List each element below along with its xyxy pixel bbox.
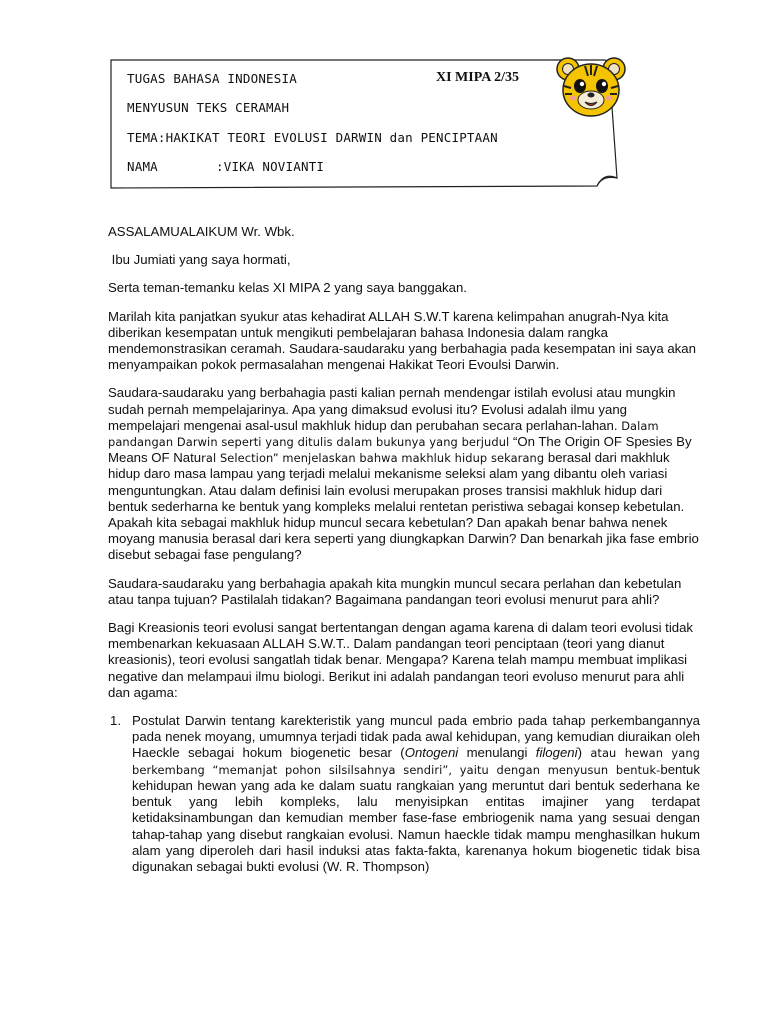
viewpoints-list [108, 713, 700, 875]
speech-body [108, 224, 700, 875]
greeting: ASSALAMUALAIKUM Wr. Wbk. [108, 224, 295, 239]
tiger-cub-icon [555, 54, 627, 120]
book-title: “On The Origin OF Spesies By Means OF Natu [108, 434, 692, 466]
list-item-text: menulangi [458, 745, 536, 761]
list-item-text-narrow: atau hewan yang berkembang “memanjat pohon silsilsahnya sendiri”, yaitu dengan menyusun bentuk- [132, 746, 701, 777]
list-item [108, 713, 700, 875]
paragraph-evolution-definition [108, 385, 700, 563]
term-filogeni: filogeni [535, 745, 578, 761]
paragraph-text-continued: berasal dari makhluk hidup daro masa lampau yang terjadi melalui mekanisme seleksi alam yang dibantu oleh variasi menguntungkan. Atau dalam definisi lain evolusi merupakan proses transisi makhluk hidup dari bentuk sederharna ke bentuk yang kompleks melalui rentetan peristiwa sebagai konsep kebetulan. Apakah kita sebagai makhluk hidup muncul secara kebetulan? Dan apakah benar bahwa nenek moyang manusia berasal dari kera seperti yang diungkapkan Darwin? Dan benarkah jika fase embrio disebut sebagai fase pengulang? [108, 450, 699, 563]
term-ontogeni: Ontogeni [404, 745, 459, 761]
paragraph-opening: Marilah kita panjatkan syukur atas kehadirat ALLAH S.W.T karena kelimpahan anugrah-Nya kita diberikan kesempatan untuk mengikuti pembelajaran bahasa Indonesia dalam rangka mendemonstrasikan ceramah. Saudara-saudaraku yang berbahagia pada kesempatan ini saya akan menyampaikan pokok permasalahan mengenai Hakikat Teori Evoulsi Darwin. [108, 308, 696, 373]
paragraph-text-darwin: Dalam pandangan Darwin seperti yang ditulis dalam bukunya yang berjudul [108, 418, 659, 450]
salutation-friends: Serta teman-temanku kelas XI MIPA 2 yang saya banggakan. [108, 280, 467, 296]
paragraph-creationism: Bagi Kreasionis teori evolusi sangat bertentangan dengan agama karena di dalam teori evolusi tidak membenarkan kekuasaan ALLAH S.W.T.. Dalam pandangan teori penciptaan (teori yang dianut kreasionis), teori evolusi sangatlah tidak benar. Mengapa? Karena telah mampu membuat implikasi negative dan melampaui ilmu biologi. Berikut ini adalah pandangan teori evoluso menurut para ahli dan agama: [108, 620, 694, 700]
paragraph-questions: Saudara-saudaraku yang berbahagia apakah kita mungkin muncul secara perlahan dan kebetulan atau tanpa tujuan? Pastilalah tidakan? Bagaimana pandangan teori evolusi menurut para ahli? [108, 575, 682, 607]
header-task: MENYUSUN TEKS CERAMAH [127, 100, 290, 115]
header-subject: TUGAS BAHASA INDONESIA [127, 71, 297, 86]
header-name-label: NAMA [127, 159, 158, 174]
list-item-text: Postulat Darwin tentang karekteristik yang muncul pada embrio pada tahap perkembangannya pada nenek moyang, umumnya terjadi tidak pada awal kehidupan, yang kemudian diuraikan oleh Haeckle sebagai hokum biogenetic besar ( [132, 713, 700, 761]
header-box [109, 58, 624, 193]
header-name-value: :VIKA NOVIANTI [216, 159, 325, 174]
header-class: XI MIPA 2/35 [436, 70, 519, 85]
header-theme: TEMA:HAKIKAT TEORI EVOLUSI DARWIN dan PENCIPTAAN [127, 130, 498, 145]
list-item-text: ) [577, 745, 591, 761]
salutation-teacher: Ibu Jumiati yang saya hormati, [108, 252, 291, 268]
paragraph-text: Saudara-saudaraku yang berbahagia pasti kalian pernah mendengar istilah evolusi atau mungkin sudah pernah mempelajarinya. Apa yang dimaksud evolusi itu? Evolusi adalah ilmu yang mempelajari mengenai asal-usul makhluk hidup dan perubahan secara perlahan-lahan. [108, 385, 676, 433]
list-item-text: bentuk kehidupan hewan yang ada ke dalam suatu rangkaian yang meruntut dari bentuk sederhana ke bentuk yang lebih kompleks, lalu menyisipkan entitas imajiner yang terdapat ketidaksinambungan dan kemudian member fase-fase embriogenik nama yang sesuai dengan tahap-tahap yang disebut rangkaian evolusi. Namun haeckle tidak mampu menghasilkan hukum alam yang diperoleh dari hasil induksi atas fakta-fakta, karenanya hokum biogenetic tidak bisa digunakan sebagai bukti evolusi (W. R. Thompson) [132, 761, 700, 874]
list-item-number: 1. [110, 713, 121, 729]
paragraph-text-selection: ral Selection” menjelaskan bahwa makhluk hidup sekarang [201, 451, 545, 466]
